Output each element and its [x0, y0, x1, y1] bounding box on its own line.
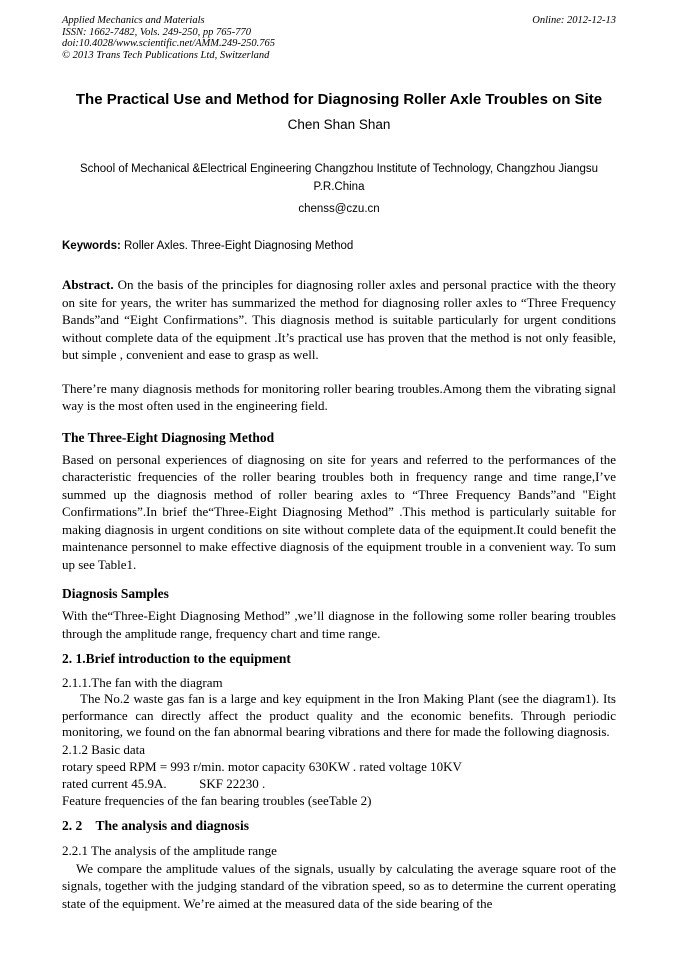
- equipment-paragraph: The No.2 waste gas fan is a large and key equipment in the Iron Making Plant (see the diagram1). Its performance can directly affect the product quality and the economic benefits. Through periodic monitoring, we found on the fan abnormal bearing vibrations and there for made the following diagnosis.: [62, 691, 616, 739]
- journal-name: Applied Mechanics and Materials: [62, 15, 205, 26]
- author-email: chenss@czu.cn: [298, 203, 380, 215]
- subsection-heading-2-1: 2. 1.Brief introduction to the equipment: [62, 651, 291, 666]
- keywords-line: [62, 239, 616, 254]
- copyright-line: © 2013 Trans Tech Publications Ltd, Switzerland: [62, 49, 270, 61]
- keywords-label: Keywords:: [62, 240, 121, 252]
- section-heading-three-eight-method: The Three-Eight Diagnosing Method: [62, 429, 275, 445]
- analysis-paragraph: We compare the amplitude values of the signals, usually by calculating the average square root of the signals, together with the judging standard of the vibration speed, so as to determine the current operating state of the equipment. We’re aimed at the measured data of the side bearing of the: [62, 860, 616, 911]
- keywords-text: Roller Axles. Three-Eight Diagnosing Method: [120, 240, 354, 252]
- doi-line: doi:10.4028/www.scientific.net/AMM.249-250.765: [62, 38, 275, 49]
- abstract-paragraph: [62, 276, 616, 364]
- intro-paragraph: There’re many diagnosis methods for monitoring roller bearing troubles.Among them the vibrating signal way is the most often used in the engineering field.: [62, 380, 616, 413]
- publication-header-left: [62, 15, 275, 61]
- basic-data-heading: 2.1.2 Basic data: [62, 741, 146, 757]
- section-heading-diagnosis-samples: Diagnosis Samples: [62, 586, 169, 601]
- method-paragraph: Based on personal experiences of diagnosing on site for years and referred to the performances of the characteristic frequencies of the roller bearing troubles both in frequency range and time range,I’ve summed up the diagnosis method of roller bearing axles to “Three Frequency Bands”and "Eight Confirmations”.In brief the“Three-Eight Diagnosing Method” .This method is particularly suitable for making diagnosis in urgent conditions on site without complete data of the equipment.It could benefit the maintenance personnel to make effective diagnosis of the equipment trouble in a convenient way. To sum up see Table1.: [62, 451, 616, 572]
- issn-line: ISSN: 1662-7482, Vols. 249-250, pp 765-770: [62, 26, 251, 38]
- abstract-text: On the basis of the principles for diagnosing roller axles and personal practice with the theory on site for years, the writer has summarized the method for diagnosing roller axles to “Three Frequency Bands”and “Eight Confirmations”. This diagnosis method is suitable particularly for urgent conditions without complete data of the equipment .It’s practical use has proven that the method is not only feasible, but simple , convenient and ease to grasp as well.: [62, 277, 616, 362]
- feature-frequencies-line: Feature frequencies of the fan bearing troubles (seeTable 2): [62, 792, 372, 808]
- publication-header: [62, 15, 616, 61]
- samples-paragraph: With the“Three-Eight Diagnosing Method” ,we’ll diagnose in the following some roller bearing troubles through the amplitude range, frequency chart and time range.: [62, 608, 616, 641]
- basic-data-line-rated-current: rated current 45.9A. SKF 22230 .: [62, 775, 266, 791]
- author-name: Chen Shan Shan: [287, 117, 391, 132]
- paper-title: The Practical Use and Method for Diagnosing Roller Axle Troubles on Site: [75, 91, 603, 108]
- basic-data-line-rotary-speed: rotary speed RPM = 993 r/min. motor capacity 630KW . rated voltage 10KV: [62, 758, 462, 774]
- subsection-line-2-1-1: 2.1.1.The fan with the diagram: [62, 675, 223, 690]
- affiliation: School of Mechanical &Electrical Engineering Changzhou Institute of Technology, Changzhou Jiangsu P.R.China: [79, 163, 599, 193]
- abstract-label: Abstract.: [62, 277, 114, 292]
- subsection-heading-2-2: 2. 2 The analysis and diagnosis: [62, 817, 249, 833]
- subsection-line-2-2-1: 2.2.1 The analysis of the amplitude range: [62, 842, 277, 858]
- online-date: Online: 2012-12-13: [532, 15, 616, 26]
